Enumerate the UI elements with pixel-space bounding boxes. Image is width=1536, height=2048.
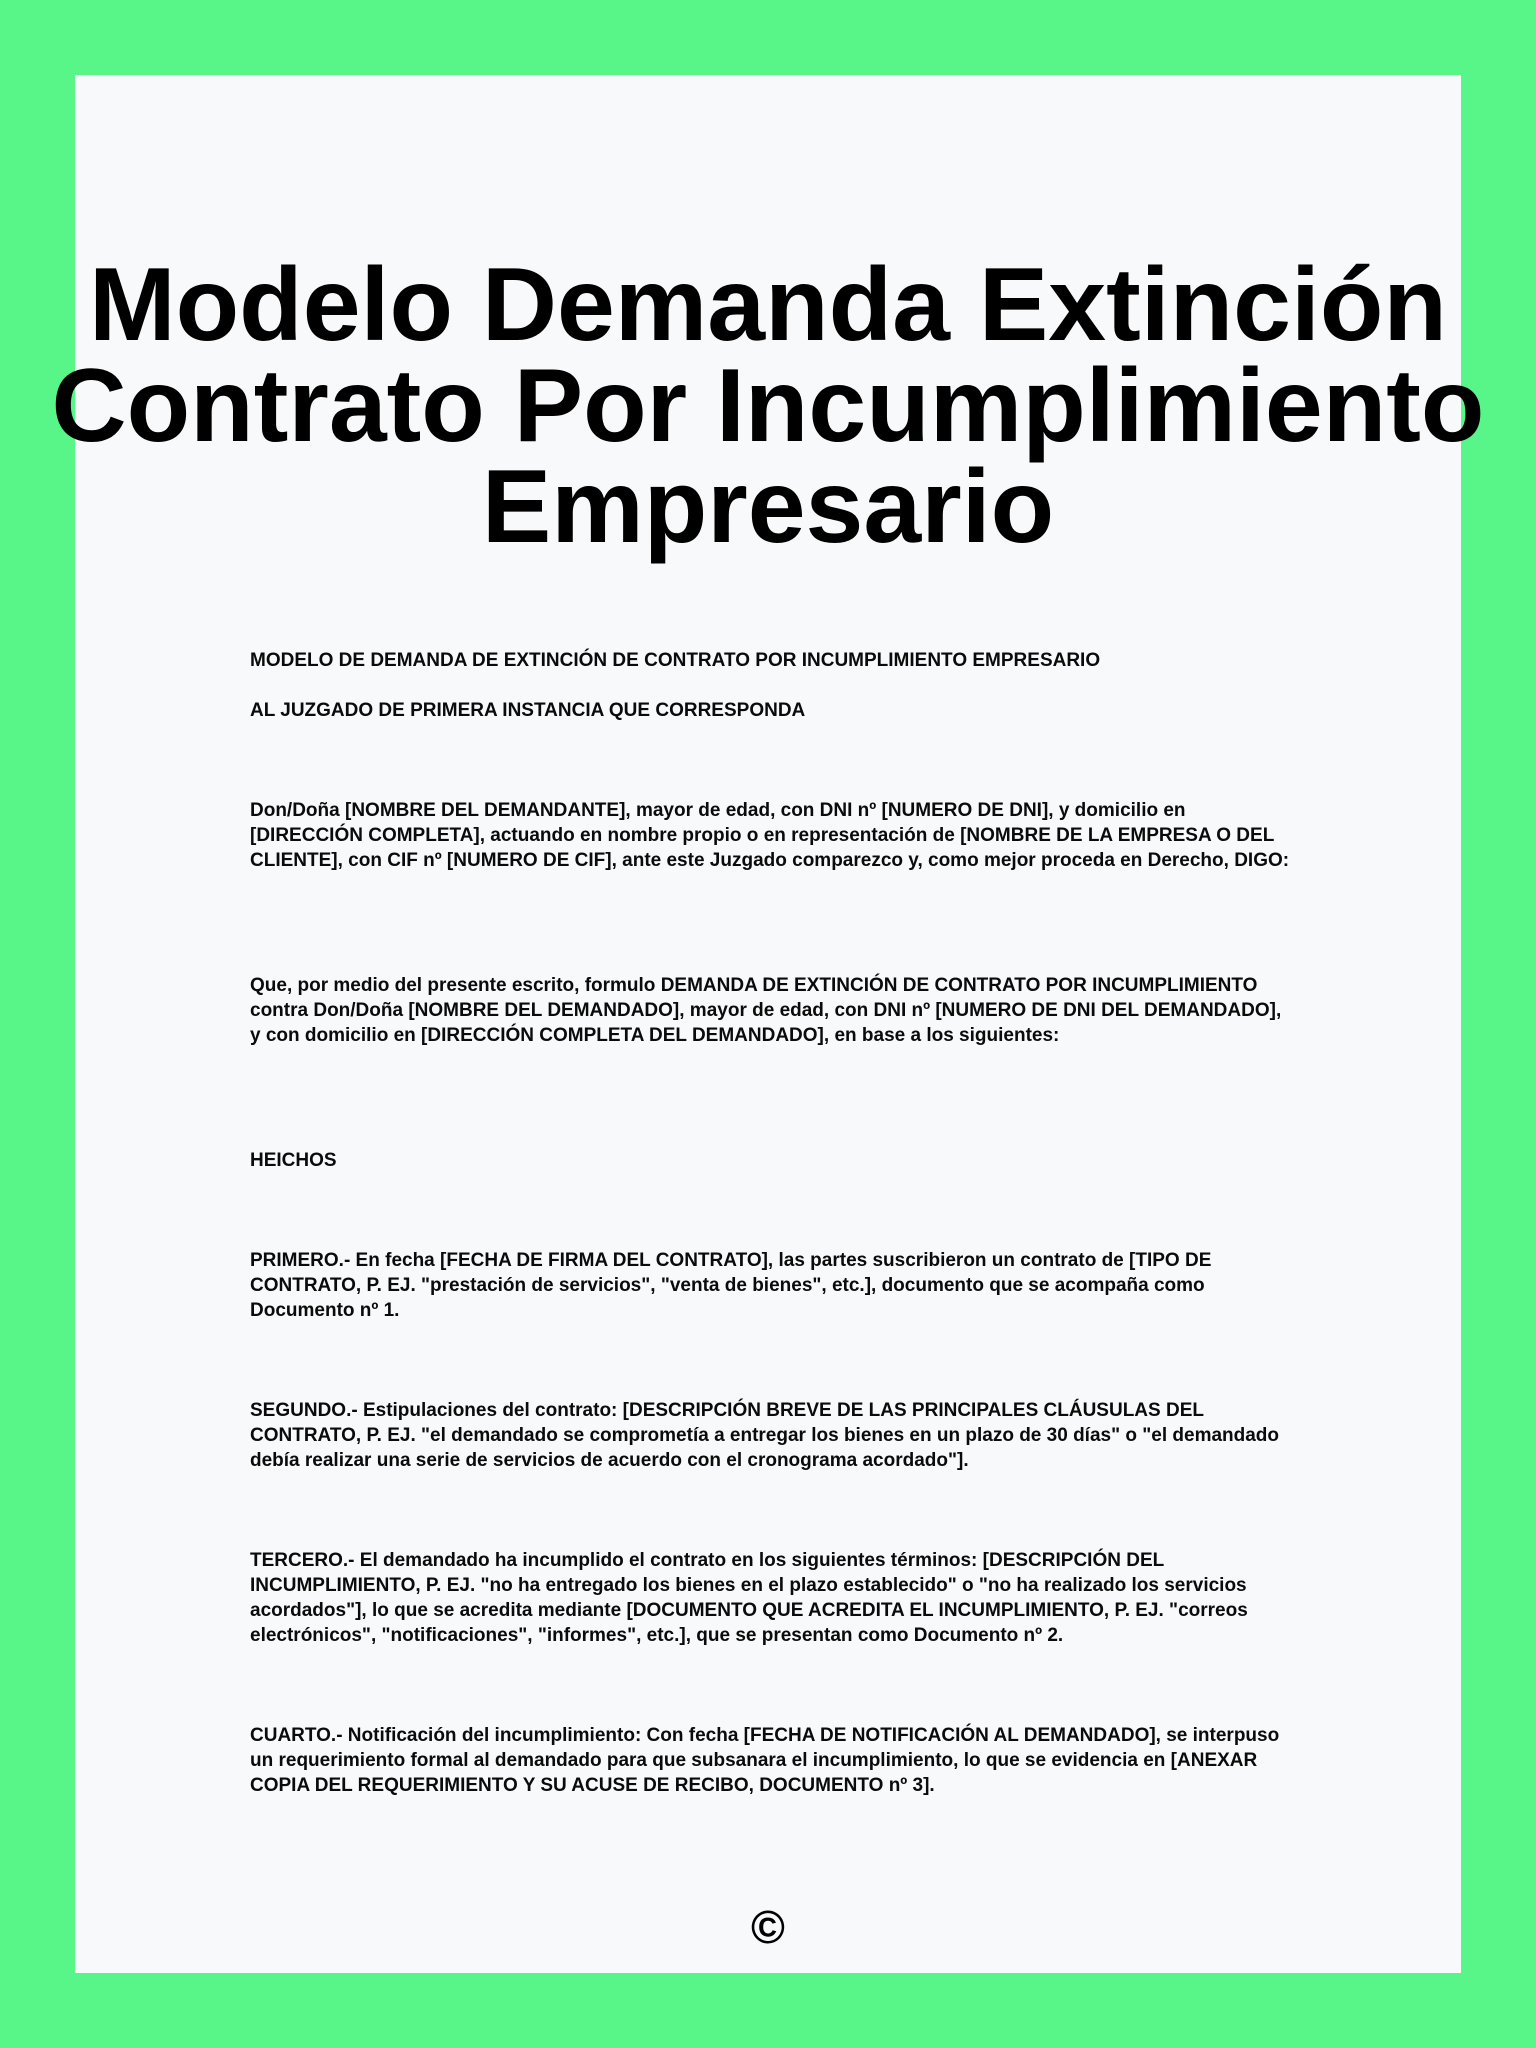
copyright-icon: ©: [751, 1901, 785, 1953]
fact-third: TERCERO.- El demandado ha incumplido el contrato en los siguientes términos: [DESCRIPCIÓN DEL INCUMPLIMIENTO, P. EJ. "no ha entregado los bienes en el plazo establecido" o "no ha realizado los servicios acordados"], lo que se acredita mediante [DOCUMENTO QUE ACREDITA EL INCUMPLIMIENTO, P. EJ. "correos electrónicos", "notificaciones", "informes", etc.], que se presentan como Documento nº 2.: [250, 1550, 1248, 1646]
court-address: AL JUZGADO DE PRIMERA INSTANCIA QUE CORRESPONDA: [250, 700, 806, 721]
document-title: Modelo Demanda Extinción Contrato Por Incumplimiento Empresario: [51, 247, 1485, 565]
fact-second: SEGUNDO.- Estipulaciones del contrato: [DESCRIPCIÓN BREVE DE LAS PRINCIPALES CLÁUSULAS DEL CONTRATO, P. EJ. "el demandado se comprometía a entregar los bienes en un plazo de 30 días" o "el demandado debía realizar una serie de servicios de acuerdo con el cronograma acordado"].: [250, 1400, 1280, 1471]
claim-paragraph: Que, por medio del presente escrito, formulo DEMANDA DE EXTINCIÓN DE CONTRATO POR INCUMPLIMIENTO contra Don/Doña [NOMBRE DEL DEMANDADO], mayor de edad, con DNI nº [NUMERO DE DNI DEL DEMANDADO], y con domicilio en [DIRECCIÓN COMPLETA DEL DEMANDADO], en base a los siguientes:: [250, 975, 1282, 1046]
document-heading: MODELO DE DEMANDA DE EXTINCIÓN DE CONTRATO POR INCUMPLIMIENTO EMPRESARIO: [250, 650, 1101, 671]
fact-first: PRIMERO.- En fecha [FECHA DE FIRMA DEL CONTRATO], las partes suscribieron un contrato de [TIPO DE CONTRATO, P. EJ. "prestación de servicios", "venta de bienes", etc.], documento que se acompaña como Documento nº 1.: [250, 1250, 1212, 1321]
fact-fourth: CUARTO.- Notificación del incumplimiento: Con fecha [FECHA DE NOTIFICACIÓN AL DEMANDADO], se interpuso un requerimiento formal al demandado para que subsanara el incumplimiento, lo que se evidencia en [ANEXAR COPIA DEL REQUERIMIENTO Y SU ACUSE DE RECIBO, DOCUMENTO nº 3].: [250, 1725, 1280, 1796]
facts-heading: HEICHOS: [250, 1150, 337, 1171]
plaintiff-paragraph: Don/Doña [NOMBRE DEL DEMANDANTE], mayor de edad, con DNI nº [NUMERO DE DNI], y domicilio en [DIRECCIÓN COMPLETA], actuando en nombre propio o en representación de [NOMBRE DE LA EMPRESA O DEL CLIENTE], con CIF nº [NUMERO DE CIF], ante este Juzgado comparezco y, como mejor proceda en Derecho, DIGO:: [250, 800, 1290, 871]
